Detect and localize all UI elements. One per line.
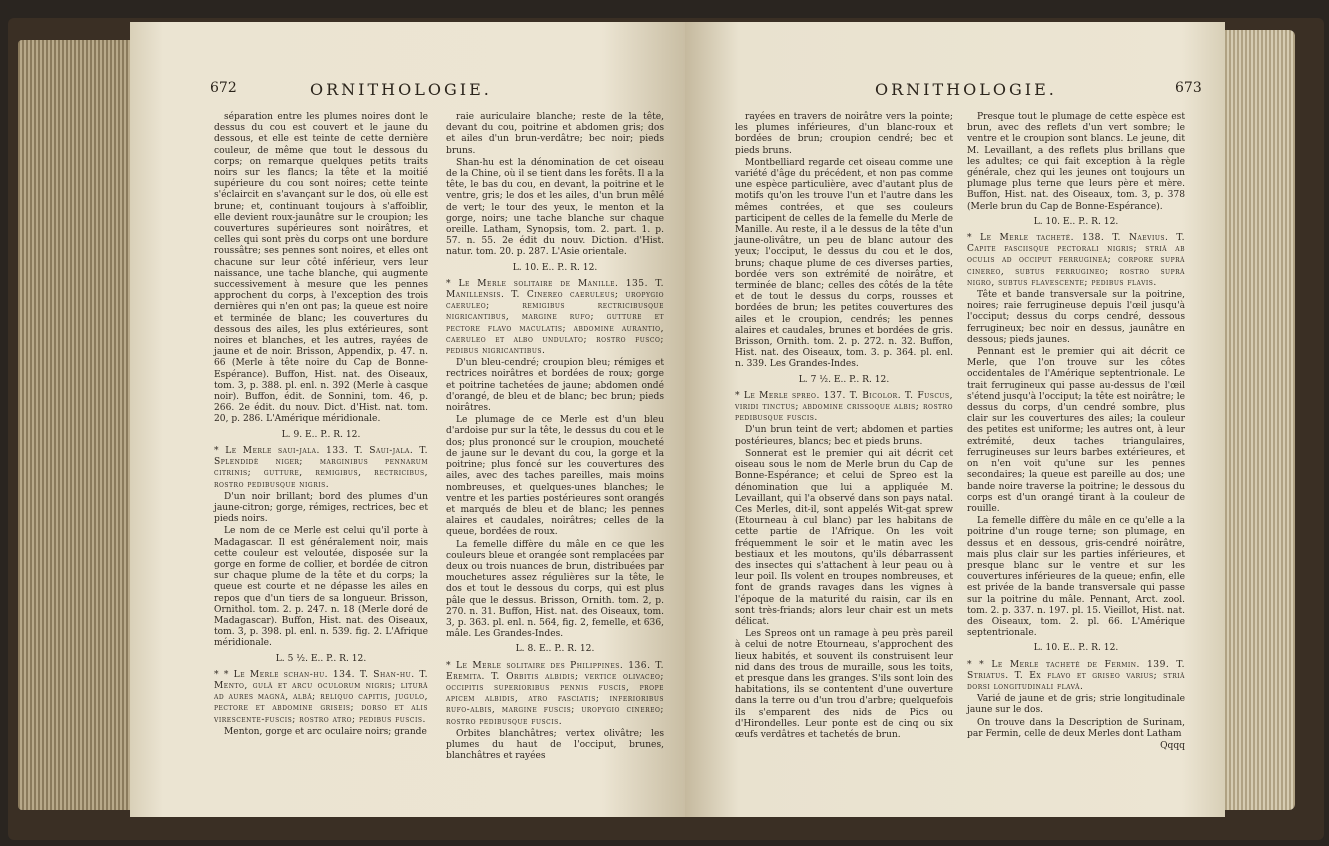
measurement-line: L. 7 ½. E.. P.. R. 12.	[798, 374, 890, 385]
paragraph: D'un brun teint de vert; abdomen et parties postérieures, blancs; bec et pieds bruns.	[735, 425, 953, 447]
species-heading: * * Le Merle tacheté de Fermin. 139. T. Striatus. T. Ex flavo et griseo varius; striâ dorsi longitudinali flavâ.	[967, 659, 1185, 692]
measurement-line: L. 5 ½. E.. P.. R. 12.	[275, 653, 367, 664]
left-page-edges	[18, 40, 130, 810]
paragraph: On trouve dans la Description de Surinam, par Fermin, celle de deux Merles dont Latham	[967, 717, 1185, 739]
paragraph: D'un noir brillant; bord des plumes d'un jaune-citron; gorge, rémiges, rectrices, bec et pieds noirs.	[214, 491, 428, 525]
species-heading: * Le Merle solitaire de Manille. 135. T. Manillensis. T. Cinereo caeruleus; uropygio caeruleo; remigibus rectricibusque nigricantibus, margine rufo; gutture et pectore flavo maculatis; abdomine aurantio, caeruleo et albo undulato; rostro fusco; pedibus nigricantibus.	[446, 278, 664, 357]
measurement-line: L. 10. E.. P.. R. 12.	[1033, 643, 1119, 654]
species-heading: * Le Merle tacheté. 138. T. Naevius. T. Capite fasciisque pectorali nigris; striâ ab oculis ad occiput ferrugineâ; corpore suprà cinereo, subtus ferrugineo; rostro suprà nigro, subtus flavescente; pedibus flavis.	[967, 233, 1185, 288]
right-column-1	[735, 112, 953, 742]
left-page	[130, 22, 685, 817]
paragraph: Sonnerat est le premier qui ait décrit cet oiseau sous le nom de Merle brun du Cap de Bonne-Espérance; et celui de Spreo est la dénomination que lui a appliquée M. Levaillant, qui l'a observé dans son pays natal. Ces Merles, dit-il, sont appelés Wit-gat sprew (Etourneau à cul blanc) par les habitans de cette partie de l'Afrique. On les voit fréquemment le soir et le matin avec les bestiaux et les moutons, qu'ils débarrassent des insectes qui s'attachent à leur peau ou à leur poil. Ils volent en troupes nombreuses, et font de grands ravages dans les vignes à l'époque de la maturité du raisin, car ils en sont très-friands; alors leur chair est un mets délicat.	[735, 448, 953, 627]
paragraph: Le plumage de ce Merle est d'un bleu d'ardoise pur sur la tête, le dessus du cou et le dos; plus prononcé sur le croupion, moucheté de jaune sur le devant du cou, la gorge et la poitrine; plus foncé sur les couvertures des ailes, avec des taches pareilles, mais moins nombreuses, et quelques-unes blanches; le ventre et les parties postérieures sont orangés et marqués de bleu et de blanc; les pennes alaires et caudales, noirâtres; celles de la queue, bordées de roux.	[446, 415, 664, 538]
species-heading: * * Le Merle schan-hu. 134. T. Shan-hu. T. Mento, gulâ et arcu oculorum nigris; liturâ ad aures magnâ, albâ; reliquo capitis, jugulo, pectore et abdomine griseis; dorso et alis virescente-fuscis; rostro atro; pedibus fuscis.	[214, 669, 428, 725]
paragraph: Le nom de ce Merle est celui qu'il porte à Madagascar. Il est généralement noir, mais cette couleur est veloutée, disposée sur la gorge en forme de collier, et bordée de citron sur chaque plume de la tête et du corps; la queue est courte et ne dépasse les ailes en repos que d'un tiers de sa longueur. Brisson, Ornithol. tom. 2. p. 247. n. 18 (Merle doré de Madagascar). Buffon, Hist. nat. des Oiseaux, tom. 3, p. 398. pl. enl. n. 539. fig. 2. L'Afrique méridionale.	[214, 526, 428, 649]
paragraph: Varié de jaune et de gris; strie longitudinale jaune sur le dos.	[967, 694, 1185, 716]
paragraph: Tête et bande transversale sur la poitrine, noires; raie ferrugineuse depuis l'œil jusqu'à l'occiput; dessus du corps cendré, dessous ferrugineux; bec noir en dessus, jaunâtre en dessous; pieds jaunes.	[967, 290, 1185, 345]
measurement-line: L. 9. E.. P.. R. 12.	[281, 429, 361, 440]
paragraph: séparation entre les plumes noires dont le dessus du cou est couvert et le jaune du dessous, et elle est teinte de cette dernière couleur, de même que tout le dessous du corps; on remarque quelques petits traits noirs sur les flancs; la tête et la moitié supérieure du cou sont noires; cette teinte s'éclaircit en s'avançant sur le dos, où elle est brune; et, continuant toujours à s'affoiblir, elle devient roux-jaunâtre sur le croupion; les couvertures supérieures sont noirâtres, et celles qui sont près du corps ont une bordure roussâtre; ses pennes sont noires, et elles ont chacune sur leur côté inférieur, vers leur naissance, une tache blanche, qui augmente successivement à mesure que les pennes approchent du corps, à l'exception des trois dernières qui n'en ont pas; la queue est noire et terminée de blanc; les couvertures du dessous des ailes, les plus extérieures, sont noires et blanches, et les autres, rayées de jaune et de noir. Brisson, Appendix, p. 47. n. 66 (Merle à tête noire du Cap de Bonne-Espérance). Buffon, Hist. nat. des Oiseaux, tom. 3, p. 388. pl. enl. n. 392 (Merle à casque noir). Buffon, édit. de Sonnini, tom. 46, p. 266. 2e édit. du nouv. Dict. d'Hist. nat. tom. 20, p. 286. L'Amérique méridionale.	[214, 112, 428, 425]
paragraph: La femelle diffère du mâle en ce que les couleurs bleue et orangée sont remplacées par deux ou trois nuances de brun, distribuées par mouchetures assez régulières sur la tête, le dos et tout le dessous du corps, qui est plus pâle que le dessus. Brisson, Ornith. tom. 2, p. 270. n. 31. Buffon, Hist. nat. des Oiseaux, tom. 3, p. 363. pl. enl. n. 564, fig. 2, femelle, et 636, mâle. Les Grandes-Indes.	[446, 539, 664, 640]
left-column-2	[446, 112, 664, 763]
signature-mark: Qqqq	[1160, 740, 1185, 751]
right-page	[685, 22, 1225, 817]
paragraph: Orbites blanchâtres; vertex olivâtre; les plumes du haut de l'occiput, brunes, blanchâtres et rayées	[446, 728, 664, 762]
right-column-2	[967, 112, 1185, 753]
paragraph: Pennant est le premier qui ait décrit ce Merle, que l'on trouve sur les côtes occidentales de l'Amérique septentrionale. Le trait ferrugineux qui passe au-dessus de l'œil s'étend jusqu'à l'occiput; la tête est noirâtre; le dessus du corps, d'un cendré sombre, plus clair sur les couvertures des ailes; la couleur des petites est uniforme; les autres ont, à leur extrémité, deux taches triangulaires, ferrugineuses sur leurs barbes extérieures, et on n'en voit qu'une sur les pennes secondaires; la queue est pareille au dos; une bande noire traverse la poitrine; le dessous du corps est d'un orangé tirant à la couleur de rouille.	[967, 347, 1185, 514]
right-page-number: 673	[1175, 80, 1202, 96]
paragraph: Shan-hu est la dénomination de cet oiseau de la Chine, où il se tient dans les forêts. Il a la tête, le bas du cou, en devant, la poitrine et le ventre, gris; le dos et les ailes, d'un brun mêlé de vert; le tour des yeux, le menton et la gorge, noirs; une tache blanche sur chaque oreille. Latham, Synopsis, tom. 2. part. 1. p. 57. n. 55. 2e édit du nouv. Diction. d'Hist. natur. tom. 20. p. 287. L'Asie orientale.	[446, 157, 664, 258]
measurement-line: L. 10. E.. P.. R. 12.	[512, 262, 598, 273]
paragraph: raie auriculaire blanche; reste de la tête, devant du cou, poitrine et abdomen gris; dos et ailes d'un brun-verdâtre; bec noir; pieds bruns.	[446, 112, 664, 156]
species-heading: * Le Merle spreo. 137. T. Bicolor. T. Fuscus, viridi tinctus; abdomine crissoque albis; rostro pedibusque fuscis.	[735, 390, 953, 424]
left-column-1	[214, 112, 428, 739]
paragraph: Montbelliard regarde cet oiseau comme une variété d'âge du précédent, et non pas comme une espèce particulière, avec d'autant plus de motifs qu'on les trouve l'un et l'autre dans les mêmes contrées, et que ses couleurs participent de celles de la femelle du Merle de Manille. Au reste, il a le dessus de la tête d'un jaune-olivâtre, un peu de blanc autour des yeux; l'occiput, le dessus du cou et le dos, bruns; chaque plume de ces diverses parties, bordée vers son extrémité de noirâtre, et terminée de blanc; celles des côtés de la tête et de tout le dessus du corps, rousses et bordées de brun; les petites couvertures des ailes et le croupion, cendrés; les pennes alaires et caudales, brunes et bordées de gris. Brisson, Ornith. tom. 2. p. 272. n. 32. Buffon, Hist. nat. des Oiseaux, tom. 3. p. 364. pl. enl. n. 339. Les Grandes-Indes.	[735, 157, 953, 370]
paragraph: La femelle diffère du mâle en ce qu'elle a la poitrine d'un rouge terne; son plumage, en dessus et en dessous, gris-cendré noirâtre, mais plus clair sur les parties inférieures, et presque blanc sur le ventre et sur les couvertures inférieures de la queue; enfin, elle est privée de la bande transversale qui passe sur la poitrine du mâle. Pennant, Arct. zool. tom. 2. p. 337. n. 197. pl. 15. Vieillot, Hist. nat. des Oiseaux, tom. 2. pl. 66. L'Amérique septentrionale.	[967, 516, 1185, 639]
paragraph: Les Spreos ont un ramage à peu près pareil à celui de notre Etourneau, s'approchent des lieux habités, et souvent ils construisent leur nid dans des trous de muraille, sous les toits, et presque dans les granges. S'ils sont loin des habitations, ils se contentent d'une ouverture dans la terre ou d'un trou d'arbre; quelquefois ils s'emparent des nids de Pics ou d'Hirondelles. Leur ponte est de cinq ou six œufs verdâtres et tachetés de brun.	[735, 629, 953, 740]
measurement-line: L. 8. E.. P.. R. 12.	[515, 644, 595, 655]
right-running-head: ORNITHOLOGIE.	[875, 80, 1057, 99]
species-heading: * Le Merle solitaire des Philippines. 136. T. Eremita. T. Orbitis albidis; vertice olivaceo; occipitis superioribus pennis fuscis, prope apicem albidis, atro fasciatis; inferioribus rufo-albis, margine fuscis; uropygio cinereo; rostro pedibusque fuscis.	[446, 660, 664, 727]
paragraph: Presque tout le plumage de cette espèce est brun, avec des reflets d'un vert sombre; le ventre et le croupion sont blancs. Le jeune, dit M. Levaillant, a des reflets plus brillans que les adultes; ce qui fait exception à la règle générale, chez qui les jeunes ont toujours un plumage plus terne que leurs père et mère. Buffon, Hist. nat. des Oiseaux, tom. 3, p. 378 (Merle brun du Cap de Bonne-Espérance).	[967, 112, 1185, 212]
right-page-edges	[1225, 30, 1295, 810]
species-heading: * Le Merle saui-jala. 133. T. Saui-jala. T. Splendidè niger; marginibus pennarum citrinis; gutture, remigibus, rectricibus, rostro pedibusque nigris.	[214, 445, 428, 490]
paragraph: Menton, gorge et arc oculaire noirs; grande	[224, 726, 427, 737]
left-page-number: 672	[210, 80, 237, 96]
measurement-line: L. 10. E.. P.. R. 12.	[1033, 216, 1119, 227]
paragraph: D'un bleu-cendré; croupion bleu; rémiges et rectrices noirâtres et bordées de roux; gorge et poitrine tachetées de jaune; abdomen ondé d'orangé, de bleu et de blanc; bec brun; pieds noirâtres.	[446, 358, 664, 414]
paragraph: rayées en travers de noirâtre vers la pointe; les plumes inférieures, d'un blanc-roux et bordées de brun; croupion cendré; bec et pieds bruns.	[735, 112, 953, 156]
left-running-head: ORNITHOLOGIE.	[310, 80, 492, 99]
